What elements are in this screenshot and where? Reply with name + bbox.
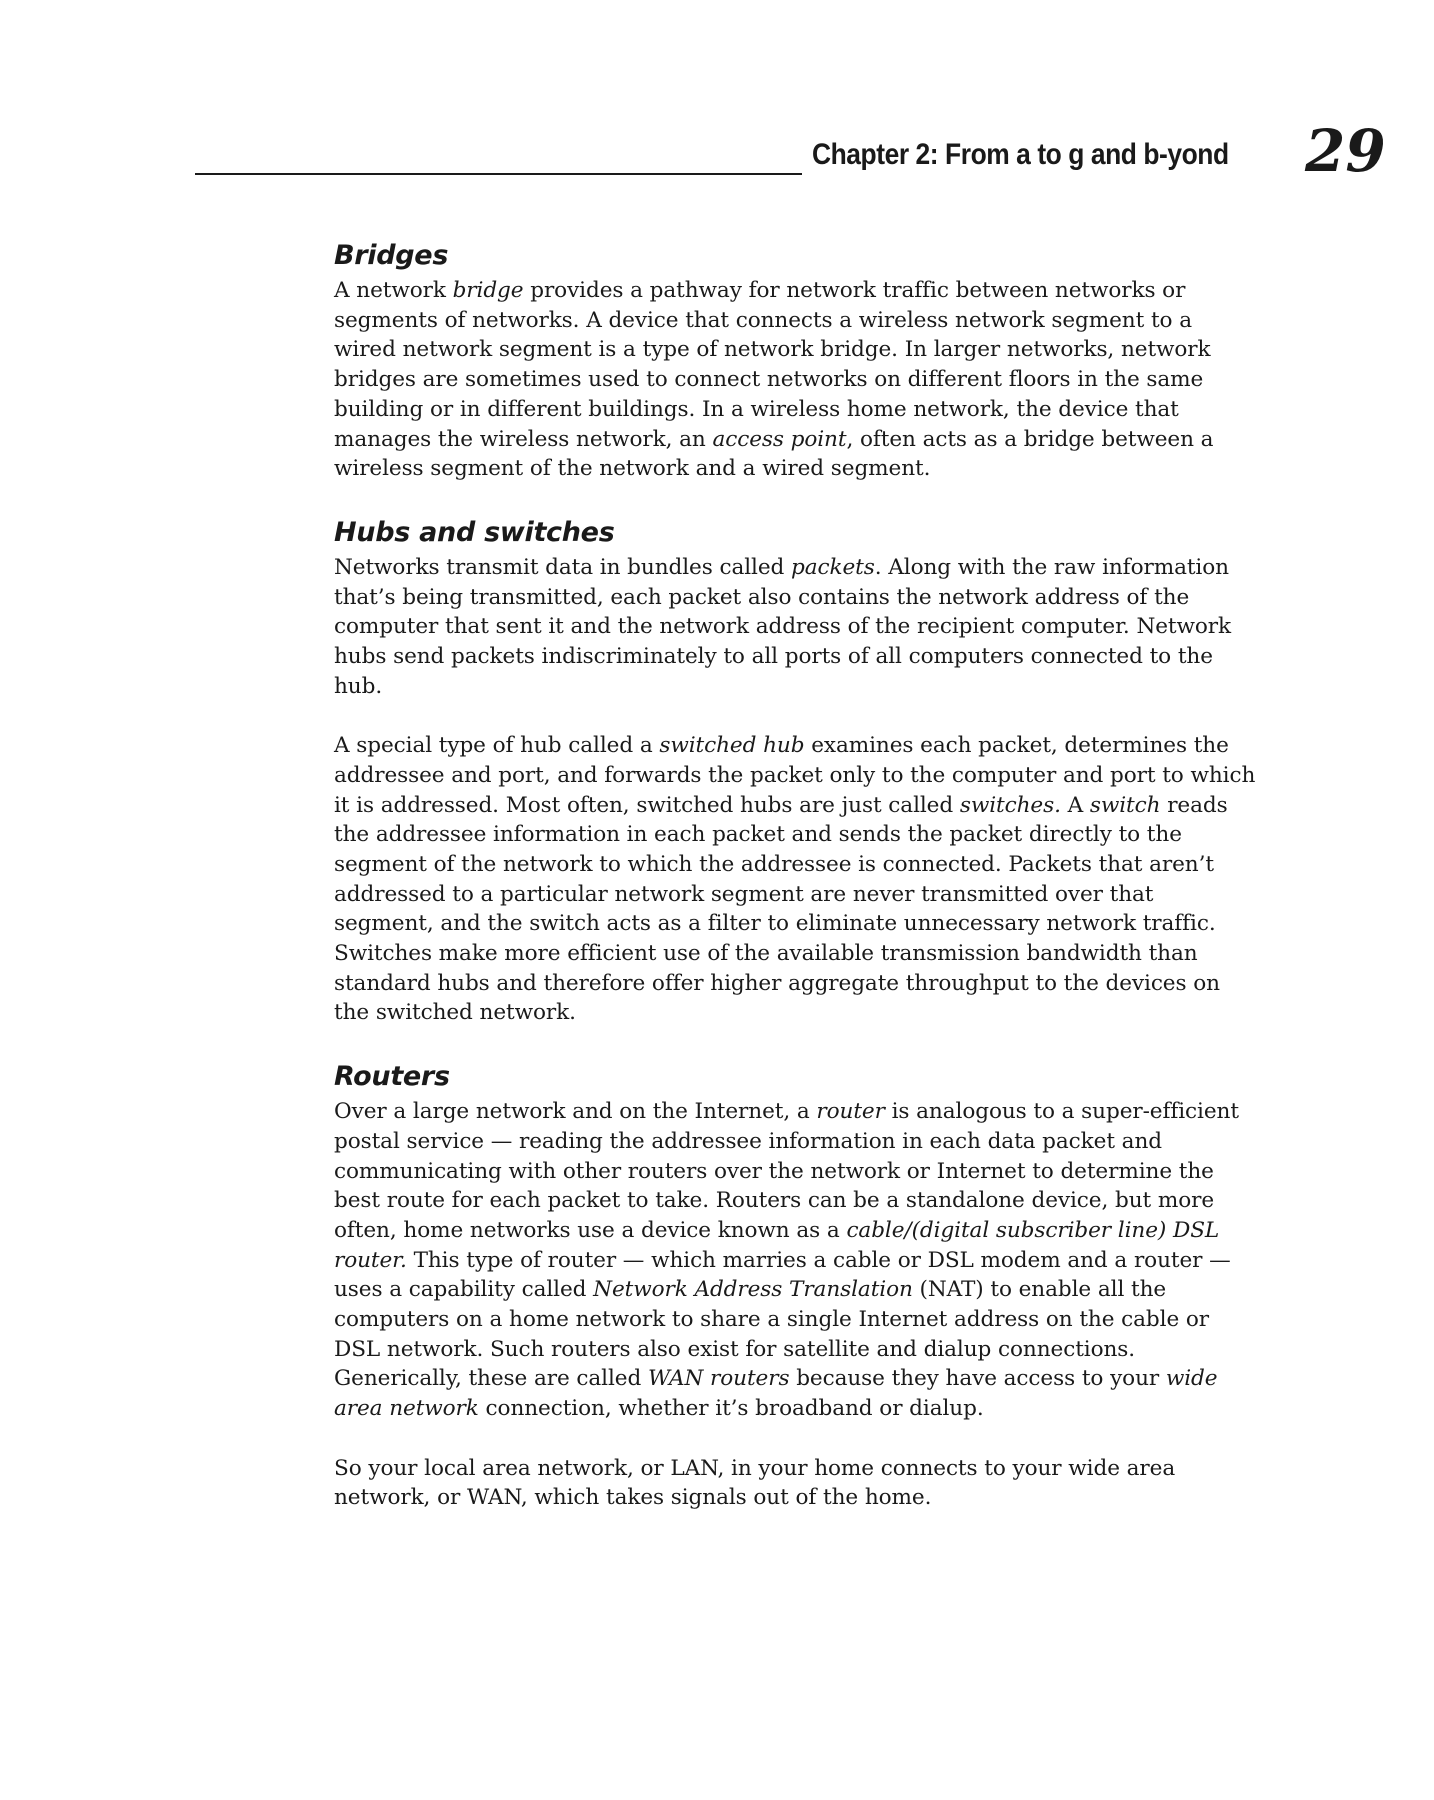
text-run: connection, whether it’s broadband or dialup. — [478, 1396, 984, 1422]
paragraph-routers-2 — [334, 1454, 1256, 1513]
section-routers — [334, 1057, 1256, 1513]
paragraph-hubs-1 — [334, 553, 1256, 702]
section-heading-hubs: Hubs and switches — [334, 516, 615, 548]
text-run: examines each packet, determines the addressee and port, and forwards the packet only to the computer and port to which it is addressed. Most often, switched hubs are just called — [334, 733, 1256, 818]
header-rule — [195, 173, 802, 175]
term-bridge: bridge — [452, 278, 524, 303]
term-switched-hub: switched hub — [659, 733, 805, 759]
term-switches: switches. — [959, 792, 1061, 818]
section-hubs-and-switches — [334, 513, 1256, 1028]
text-run: So your local area network, or LAN, in your home connects to your wide area network, or WAN, which takes signals out of the home. — [334, 1455, 1176, 1511]
term-wide-area-network: wide area network — [334, 1366, 1218, 1422]
text-run: This type of router — which marries a cable or DSL modem and a router — uses a capability called — [334, 1247, 1231, 1303]
term-packets: packets — [791, 554, 875, 580]
running-head — [195, 117, 1386, 192]
text-run: A special type of hub called a — [334, 733, 660, 759]
text-run: because they have access to your — [789, 1366, 1166, 1392]
term-router: router — [816, 1099, 885, 1125]
text-run: (NAT) to enable all the computers on a home network to share a single Internet address on the cable or DSL network. Such routers also exist for satellite and dialup connections. Generically, these are called — [334, 1277, 1210, 1392]
section-heading-routers: Routers — [334, 1061, 450, 1093]
term-wan-routers: WAN routers — [647, 1366, 790, 1392]
text-run: is analogous to a super-efficient postal service — reading the addressee information in each data packet and communicating with other routers over the network or Internet to determine the best route for each packet to take. Routers can be a standalone device, but more often, home networks use a device known as a — [334, 1099, 1239, 1243]
text-run: Networks transmit data in bundles called — [334, 554, 792, 580]
paragraph-routers-1 — [334, 1097, 1256, 1424]
paragraph-bridges — [334, 276, 1256, 484]
text-run: Over a large network and on the Internet, a — [334, 1099, 817, 1125]
text-run: A network — [334, 278, 453, 303]
text-run: A — [1060, 792, 1090, 818]
section-heading-bridges: Bridges — [334, 240, 449, 271]
section-bridges — [334, 236, 1256, 484]
term-switch: switch — [1089, 792, 1161, 818]
page-body — [334, 236, 1256, 1513]
text-run: , often acts as a bridge between a wireless segment of the network and a wired segment. — [334, 426, 1214, 482]
text-run: . Along with the raw information that’s being transmitted, each packet also contains the network address of the computer that sent it and the network address of the recipient computer. Network hubs send packets indiscriminately to all ports of all computers connected to the hub. — [334, 554, 1231, 699]
text-run: provides a pathway for network traffic between networks or segments of networks. A device that connects a wireless network segment to a wired network segment is a type of network bridge. In larger networks, network bridges are sometimes used to connect networks on different floors in the same building or in different buildings. In a wireless home network, the device that manages the wireless network, an — [334, 278, 1211, 452]
page-number: 29 — [1305, 117, 1386, 185]
paragraph-hubs-2 — [334, 731, 1256, 1028]
term-access-point: access point — [712, 426, 847, 452]
chapter-title: Chapter 2: From a to g and b-yond — [812, 138, 1229, 171]
term-nat: Network Address Translation — [593, 1277, 913, 1303]
text-run: reads the addressee information in each packet and sends the packet directly to the segment of the network to which the addressee is connected. Packets that aren’t addressed to a particular network segment are never transmitted over that segment, and the switch acts as a filter to eliminate unnecessary network traffic. Switches make more efficient use of the available transmission bandwidth than standard hubs and therefore offer higher aggregate throughput to the devices on the switched network. — [334, 792, 1228, 1026]
term-dsl-router: cable/(digital subscriber line) DSL router. — [334, 1217, 1220, 1273]
